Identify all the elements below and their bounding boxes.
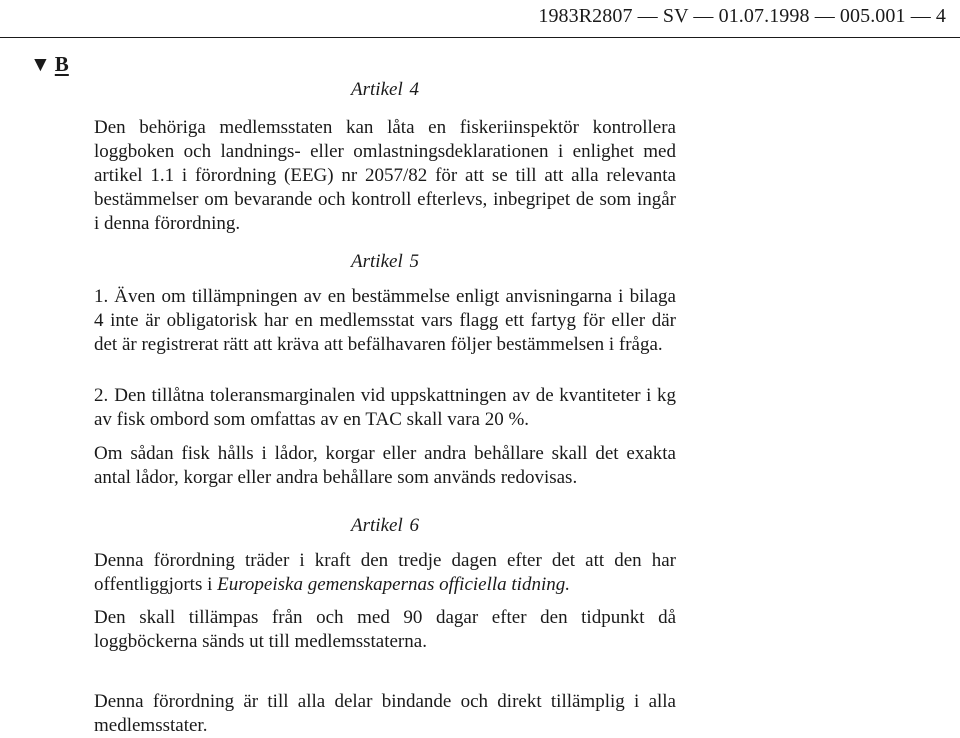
journal-name: Europeiska gemenskapernas officiella tidning. bbox=[217, 574, 570, 595]
marker-letter: B bbox=[54, 52, 69, 76]
paragraph-text: Även om tillämpningen av en bestämmelse enligt anvisningarna i bilaga 4 inte är obligatorisk har en medlemsstat vars flagg ett fartyg för eller där det är registrerat rätt att kräva att befälhavaren följer bestämmelsen i fråga. bbox=[94, 286, 676, 355]
article-4-text: Den behöriga medlemsstaten kan låta en fiskeriinspektör kontrollera loggboken och landnings- eller omlastningsdeklarationen i enlighet med artikel 1.1 i förordning (EEG) nr 2057/82 för att se till att alla relevanta bestämmelser om bevarande och kontroll efterlevs, inbegripet de som ingår i denna förordning. bbox=[94, 117, 676, 234]
amendment-marker bbox=[30, 52, 69, 77]
article-4-heading: Artikel 4 bbox=[351, 79, 419, 100]
article-5-paragraph-3: Om sådan fisk hålls i lådor, korgar eller andra behållare skall det exakta antal lådor, korgar eller andra behållare som används redovisas. bbox=[94, 443, 676, 488]
article-5-heading: Artikel 5 bbox=[351, 251, 419, 272]
document-reference-header: 1983R2807 — SV — 01.07.1998 — 005.001 — 4 bbox=[538, 5, 946, 27]
paragraph-text: Denna förordning träder i kraft den tredje dagen efter det att den har offentliggjorts i bbox=[94, 550, 676, 595]
closing-statement: Denna förordning är till alla delar bindande och direkt tillämplig i alla medlemsstater. bbox=[94, 691, 676, 736]
article-5-paragraph-2 bbox=[94, 384, 676, 432]
article-6-paragraph-1 bbox=[94, 549, 676, 597]
article-6-paragraph-2: Den skall tillämpas från och med 90 dagar efter den tidpunkt då loggböckerna sänds ut till medlemsstaterna. bbox=[94, 607, 676, 652]
header-divider bbox=[0, 37, 960, 38]
paragraph-number: 2. bbox=[94, 385, 109, 406]
article-5-paragraph-1 bbox=[94, 285, 676, 357]
article-6-heading: Artikel 6 bbox=[351, 515, 419, 536]
paragraph-number: 1. bbox=[94, 286, 109, 307]
triangle-down-icon: ▼ bbox=[30, 52, 51, 76]
paragraph-text: Den tillåtna toleransmarginalen vid uppskattningen av de kvantiteter i kg av fisk ombord som omfattas av en TAC skall vara 20 %. bbox=[94, 385, 676, 430]
